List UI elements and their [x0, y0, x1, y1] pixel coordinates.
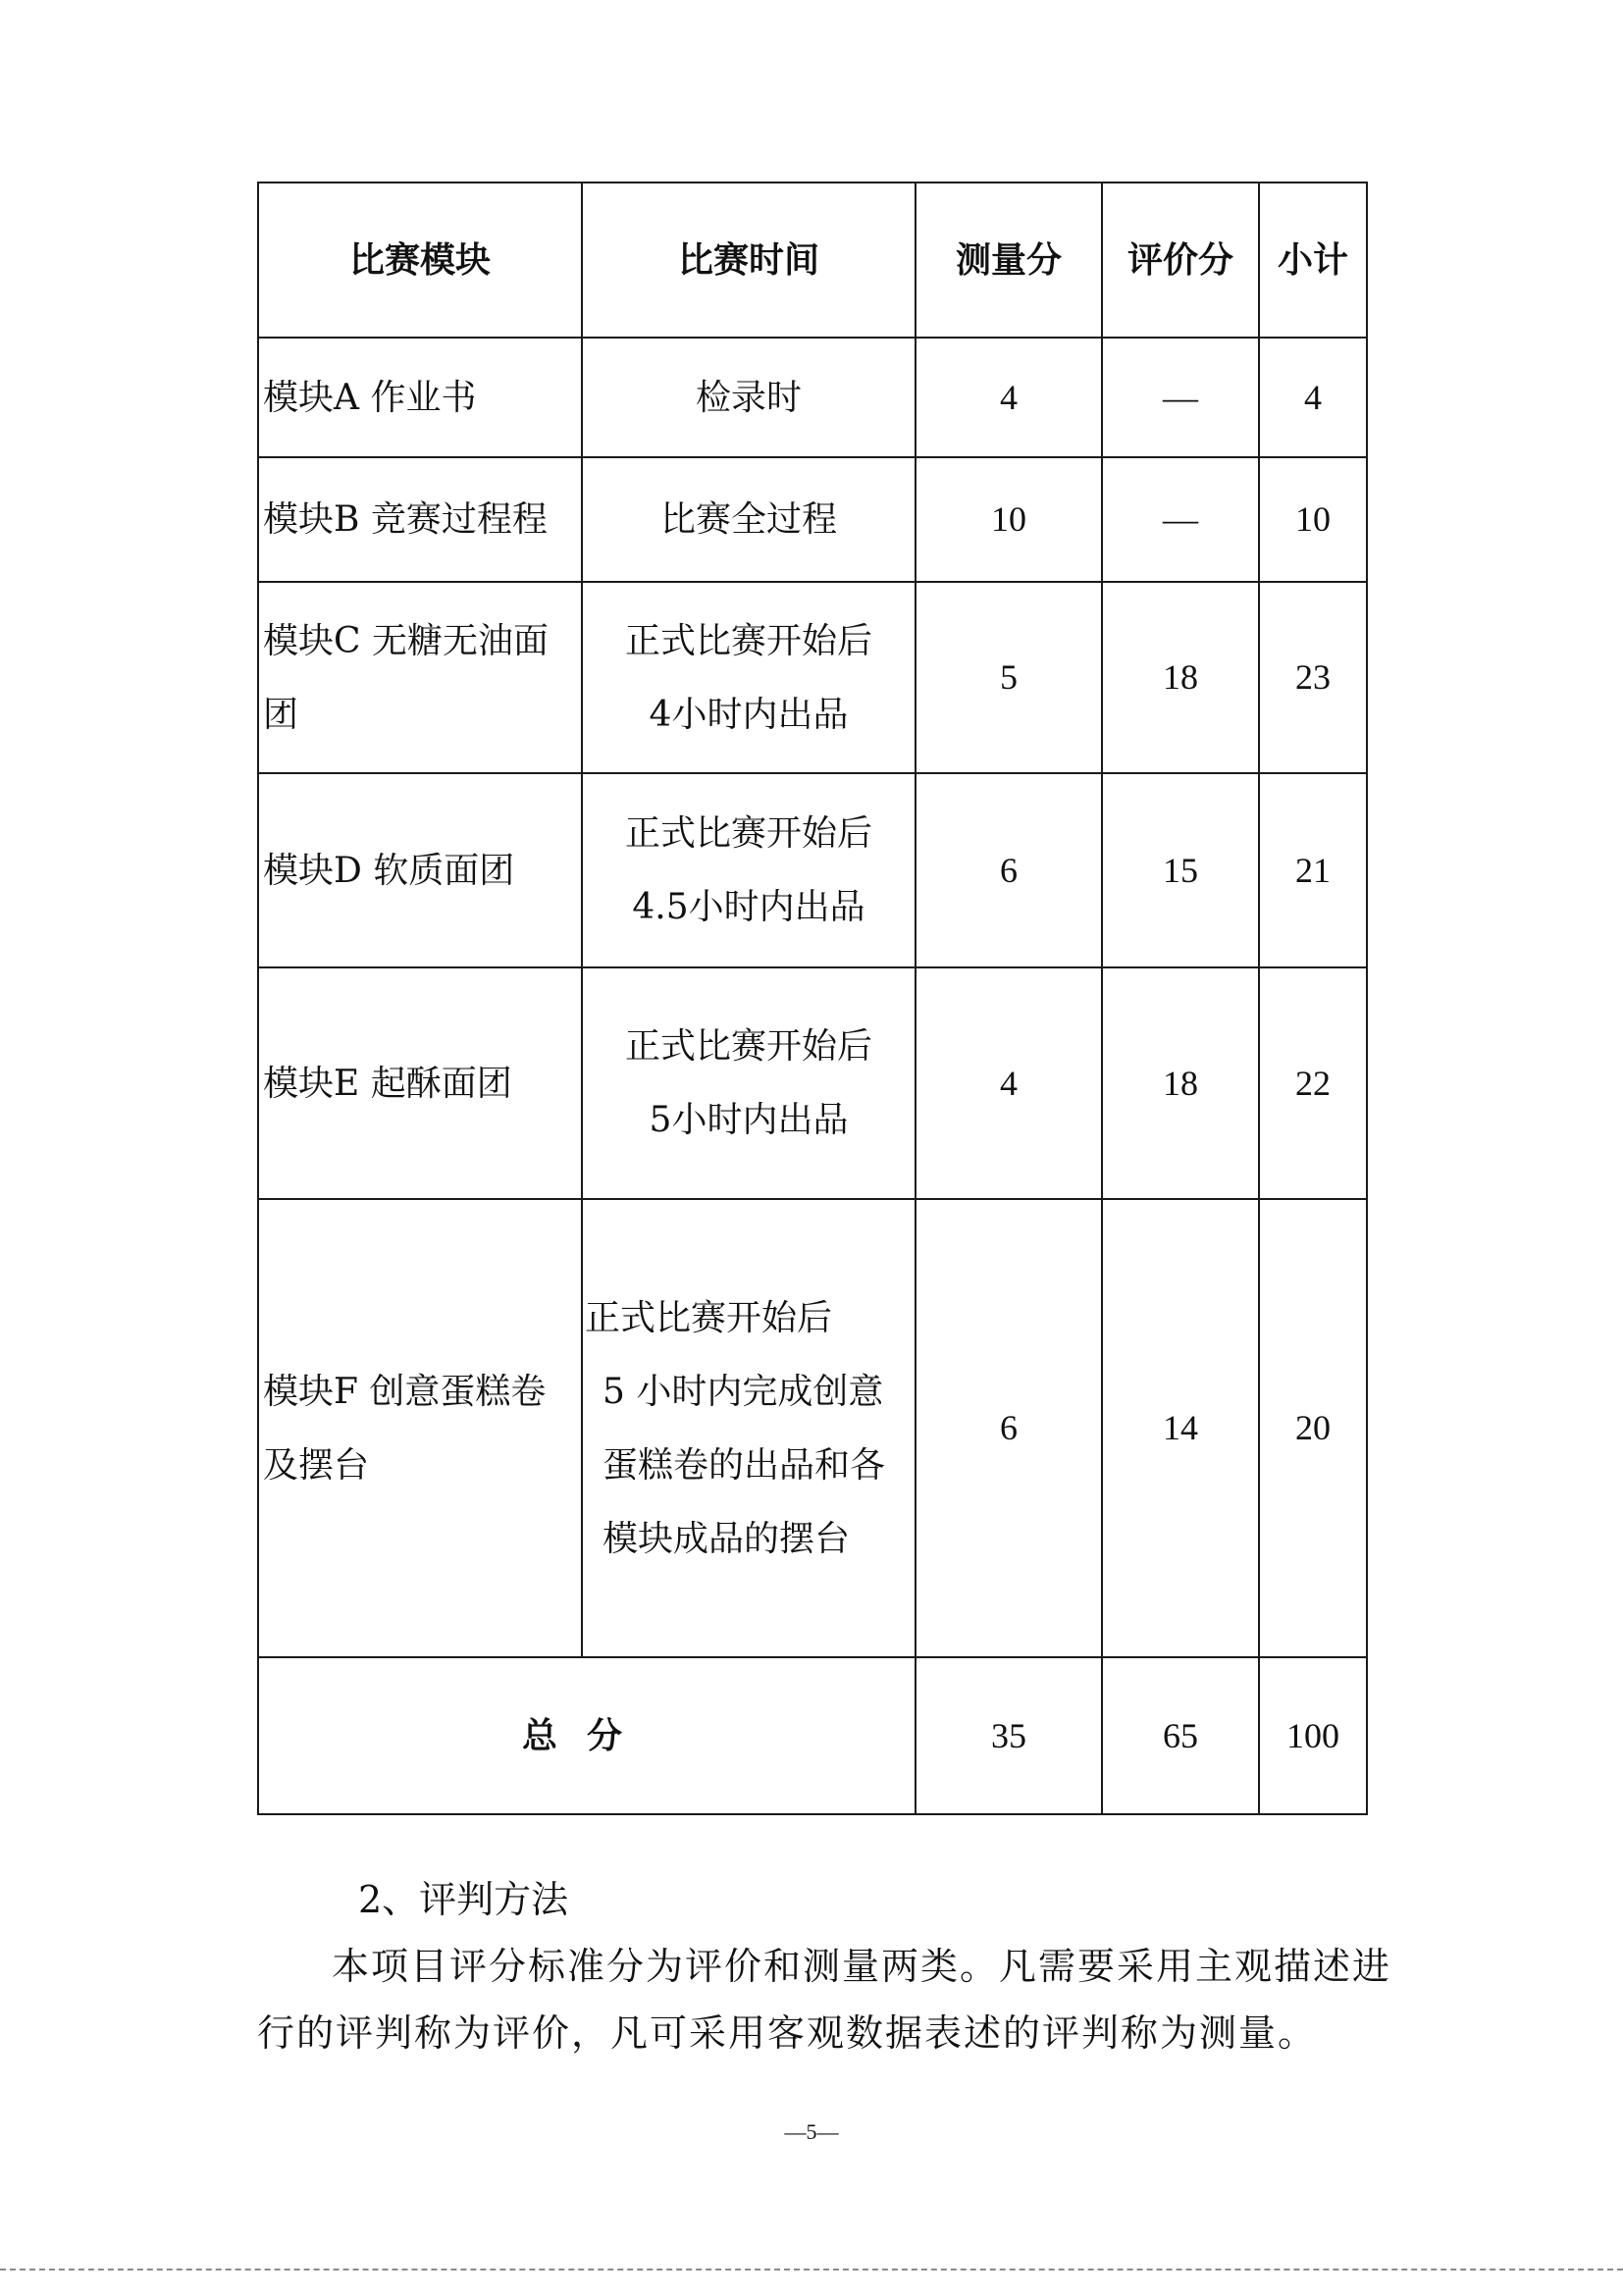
total-evaluate: 65 [1102, 1657, 1259, 1814]
time-text: 蛋糕卷的出品和各 [602, 1444, 886, 1486]
evaluate-score: 18 [1102, 967, 1259, 1199]
time-text: 正式比赛开始后 [624, 813, 872, 854]
module-name: 模块D 软质面团 [263, 850, 515, 891]
total-row [258, 1657, 1367, 1814]
header-time: 比赛时间 [582, 183, 916, 338]
page-number: —5— [784, 2119, 839, 2144]
subtotal-score: 22 [1259, 967, 1367, 1199]
scan-edge-divider [0, 2269, 1623, 2270]
time-text: 5小时内出品 [649, 1100, 849, 1140]
time-text: 4小时内出品 [649, 694, 849, 735]
module-name-continued: 团 [263, 694, 299, 735]
measure-score: 6 [916, 1199, 1102, 1657]
module-name: 模块F 创意蛋糕卷 [263, 1371, 547, 1412]
total-label: 总分 [258, 1657, 916, 1814]
measure-score: 4 [916, 967, 1102, 1199]
evaluate-score: — [1102, 457, 1259, 582]
header-subtotal: 小计 [1259, 183, 1367, 338]
subtotal-score: 10 [1259, 457, 1367, 582]
table-header-row [258, 183, 1367, 338]
measure-score: 6 [916, 773, 1102, 967]
module-cell [258, 1199, 582, 1657]
time-cell [582, 457, 916, 582]
time-cell [582, 967, 916, 1199]
time-cell [582, 338, 916, 457]
evaluate-score: 18 [1102, 582, 1259, 773]
module-cell [258, 457, 582, 582]
module-name: 模块B 竞赛过程程 [263, 499, 548, 540]
table-row [258, 338, 1367, 457]
time-text: 模块成品的摆台 [602, 1518, 851, 1559]
header-evaluate: 评价分 [1102, 183, 1259, 338]
module-cell [258, 582, 582, 773]
evaluate-score: — [1102, 338, 1259, 457]
section-heading: 2、评判方法 [358, 1878, 569, 1921]
time-text: 比赛全过程 [659, 499, 837, 540]
header-measure: 测量分 [916, 183, 1102, 338]
table-row [258, 582, 1367, 773]
score-table [257, 182, 1368, 1815]
time-cell [582, 1199, 916, 1657]
module-cell [258, 338, 582, 457]
table-row [258, 967, 1367, 1199]
subtotal-score: 21 [1259, 773, 1367, 967]
time-text: 正式比赛开始后 [624, 1026, 872, 1067]
table-row [258, 773, 1367, 967]
measure-score: 5 [916, 582, 1102, 773]
table-row [258, 457, 1367, 582]
total-measure: 35 [916, 1657, 1102, 1814]
time-text: 5 小时内完成创意 [602, 1371, 884, 1412]
time-cell [582, 582, 916, 773]
time-text: 4.5小时内出品 [632, 887, 865, 927]
module-cell [258, 773, 582, 967]
body-paragraph: 本项目评分标准分为评价和测量两类。凡需要采用主观描述进行的评判称为评价，凡可采用客观数据表述的评判称为测量。 [257, 1945, 1392, 2055]
time-text: 正式比赛开始后 [585, 1297, 833, 1338]
module-cell [258, 967, 582, 1199]
subtotal-score: 20 [1259, 1199, 1367, 1657]
module-name-continued: 及摆台 [263, 1444, 370, 1486]
time-text: 检录时 [695, 377, 802, 418]
evaluate-score: 15 [1102, 773, 1259, 967]
header-module: 比赛模块 [258, 183, 582, 338]
subtotal-score: 4 [1259, 338, 1367, 457]
module-name: 模块C 无糖无油面 [263, 620, 549, 661]
module-name: 模块E 起酥面团 [263, 1063, 512, 1104]
measure-score: 10 [916, 457, 1102, 582]
module-name: 模块A 作业书 [263, 377, 477, 418]
measure-score: 4 [916, 338, 1102, 457]
time-text: 正式比赛开始后 [624, 620, 872, 661]
evaluate-score: 14 [1102, 1199, 1259, 1657]
subtotal-score: 23 [1259, 582, 1367, 773]
time-cell [582, 773, 916, 967]
table-row [258, 1199, 1367, 1657]
total-subtotal: 100 [1259, 1657, 1367, 1814]
